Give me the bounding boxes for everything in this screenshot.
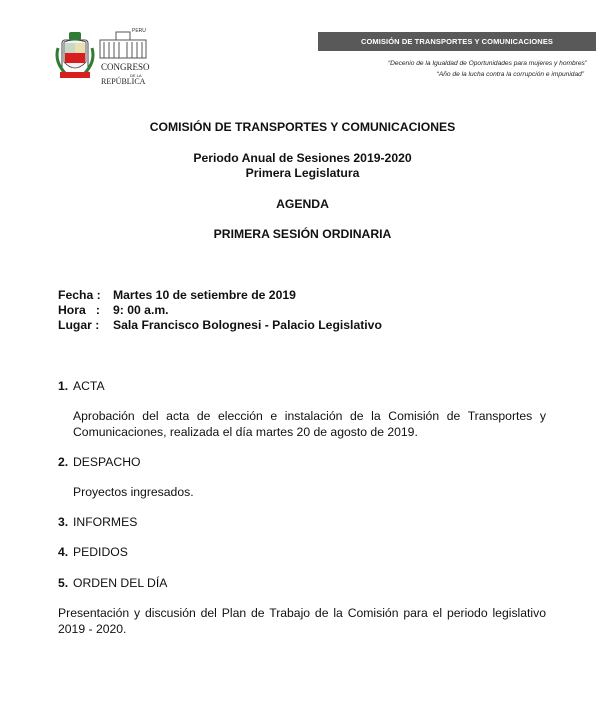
date-value: Martes 10 de setiembre de 2019 [113, 288, 296, 302]
time-label: Hora : [58, 303, 100, 317]
session-title: PRIMERA SESIÓN ORDINARIA [213, 227, 392, 241]
logo-republica-text: REPÚBLICA [101, 77, 146, 86]
decade-slogan: “Decenio de la Igualdad de Oportunidades para mujeres y hombres” [387, 60, 587, 67]
date-label: Fecha : [58, 288, 101, 302]
plan-presentation-text: Presentación y discusión del Plan de Trabajo de la Comisión para el periodo legislativo 2019 - 2020. [58, 606, 546, 636]
item-title: ACTA [73, 379, 105, 393]
place-row [58, 318, 382, 332]
agenda-item-pedidos [58, 545, 128, 559]
item-number: 3. [58, 515, 69, 529]
agenda-item-acta [58, 379, 105, 393]
commission-title: COMISIÓN DE TRANSPORTES Y COMUNICACIONES [149, 120, 456, 134]
item-number: 2. [58, 455, 69, 469]
period-title: Periodo Anual de Sesiones 2019-2020 [193, 151, 412, 165]
time-row [58, 303, 169, 317]
item-title: DESPACHO [73, 455, 141, 469]
item-number: 4. [58, 545, 69, 559]
agenda-item-informes [58, 515, 137, 529]
congress-logo [52, 28, 154, 90]
item-title: ORDEN DEL DÍA [73, 576, 168, 590]
item-title: INFORMES [73, 515, 138, 529]
logo-peru-text: PERÚ [132, 28, 146, 34]
time-value: 9: 00 a.m. [113, 303, 169, 317]
despacho-description: Proyectos ingresados. [73, 485, 194, 499]
coat-of-arms-icon [52, 28, 154, 90]
logo-de-la-text: DE LA [130, 73, 142, 78]
item-number: 5. [58, 576, 69, 590]
logo-congreso-text: CONGRESO [101, 62, 150, 72]
place-value: Sala Francisco Bolognesi - Palacio Legislativo [113, 318, 382, 332]
place-label: Lugar : [58, 318, 100, 332]
header-commission-bar: COMISIÓN DE TRANSPORTES Y COMUNICACIONES [318, 32, 596, 51]
legislature-title: Primera Legislatura [245, 166, 360, 180]
item-number: 1. [58, 379, 69, 393]
date-row [58, 288, 296, 302]
acta-description: Aprobación del acta de elección e instalación de la Comisión de Transportes y Comunicaciones, realizada el día martes 20 de agosto de 2019. [73, 409, 546, 439]
agenda-item-despacho [58, 455, 141, 469]
agenda-title: AGENDA [276, 197, 329, 211]
year-slogan: “Año de la lucha contra la corrupción e impunidad” [436, 71, 584, 78]
agenda-item-orden-del-dia [58, 576, 167, 590]
item-title: PEDIDOS [73, 545, 128, 559]
